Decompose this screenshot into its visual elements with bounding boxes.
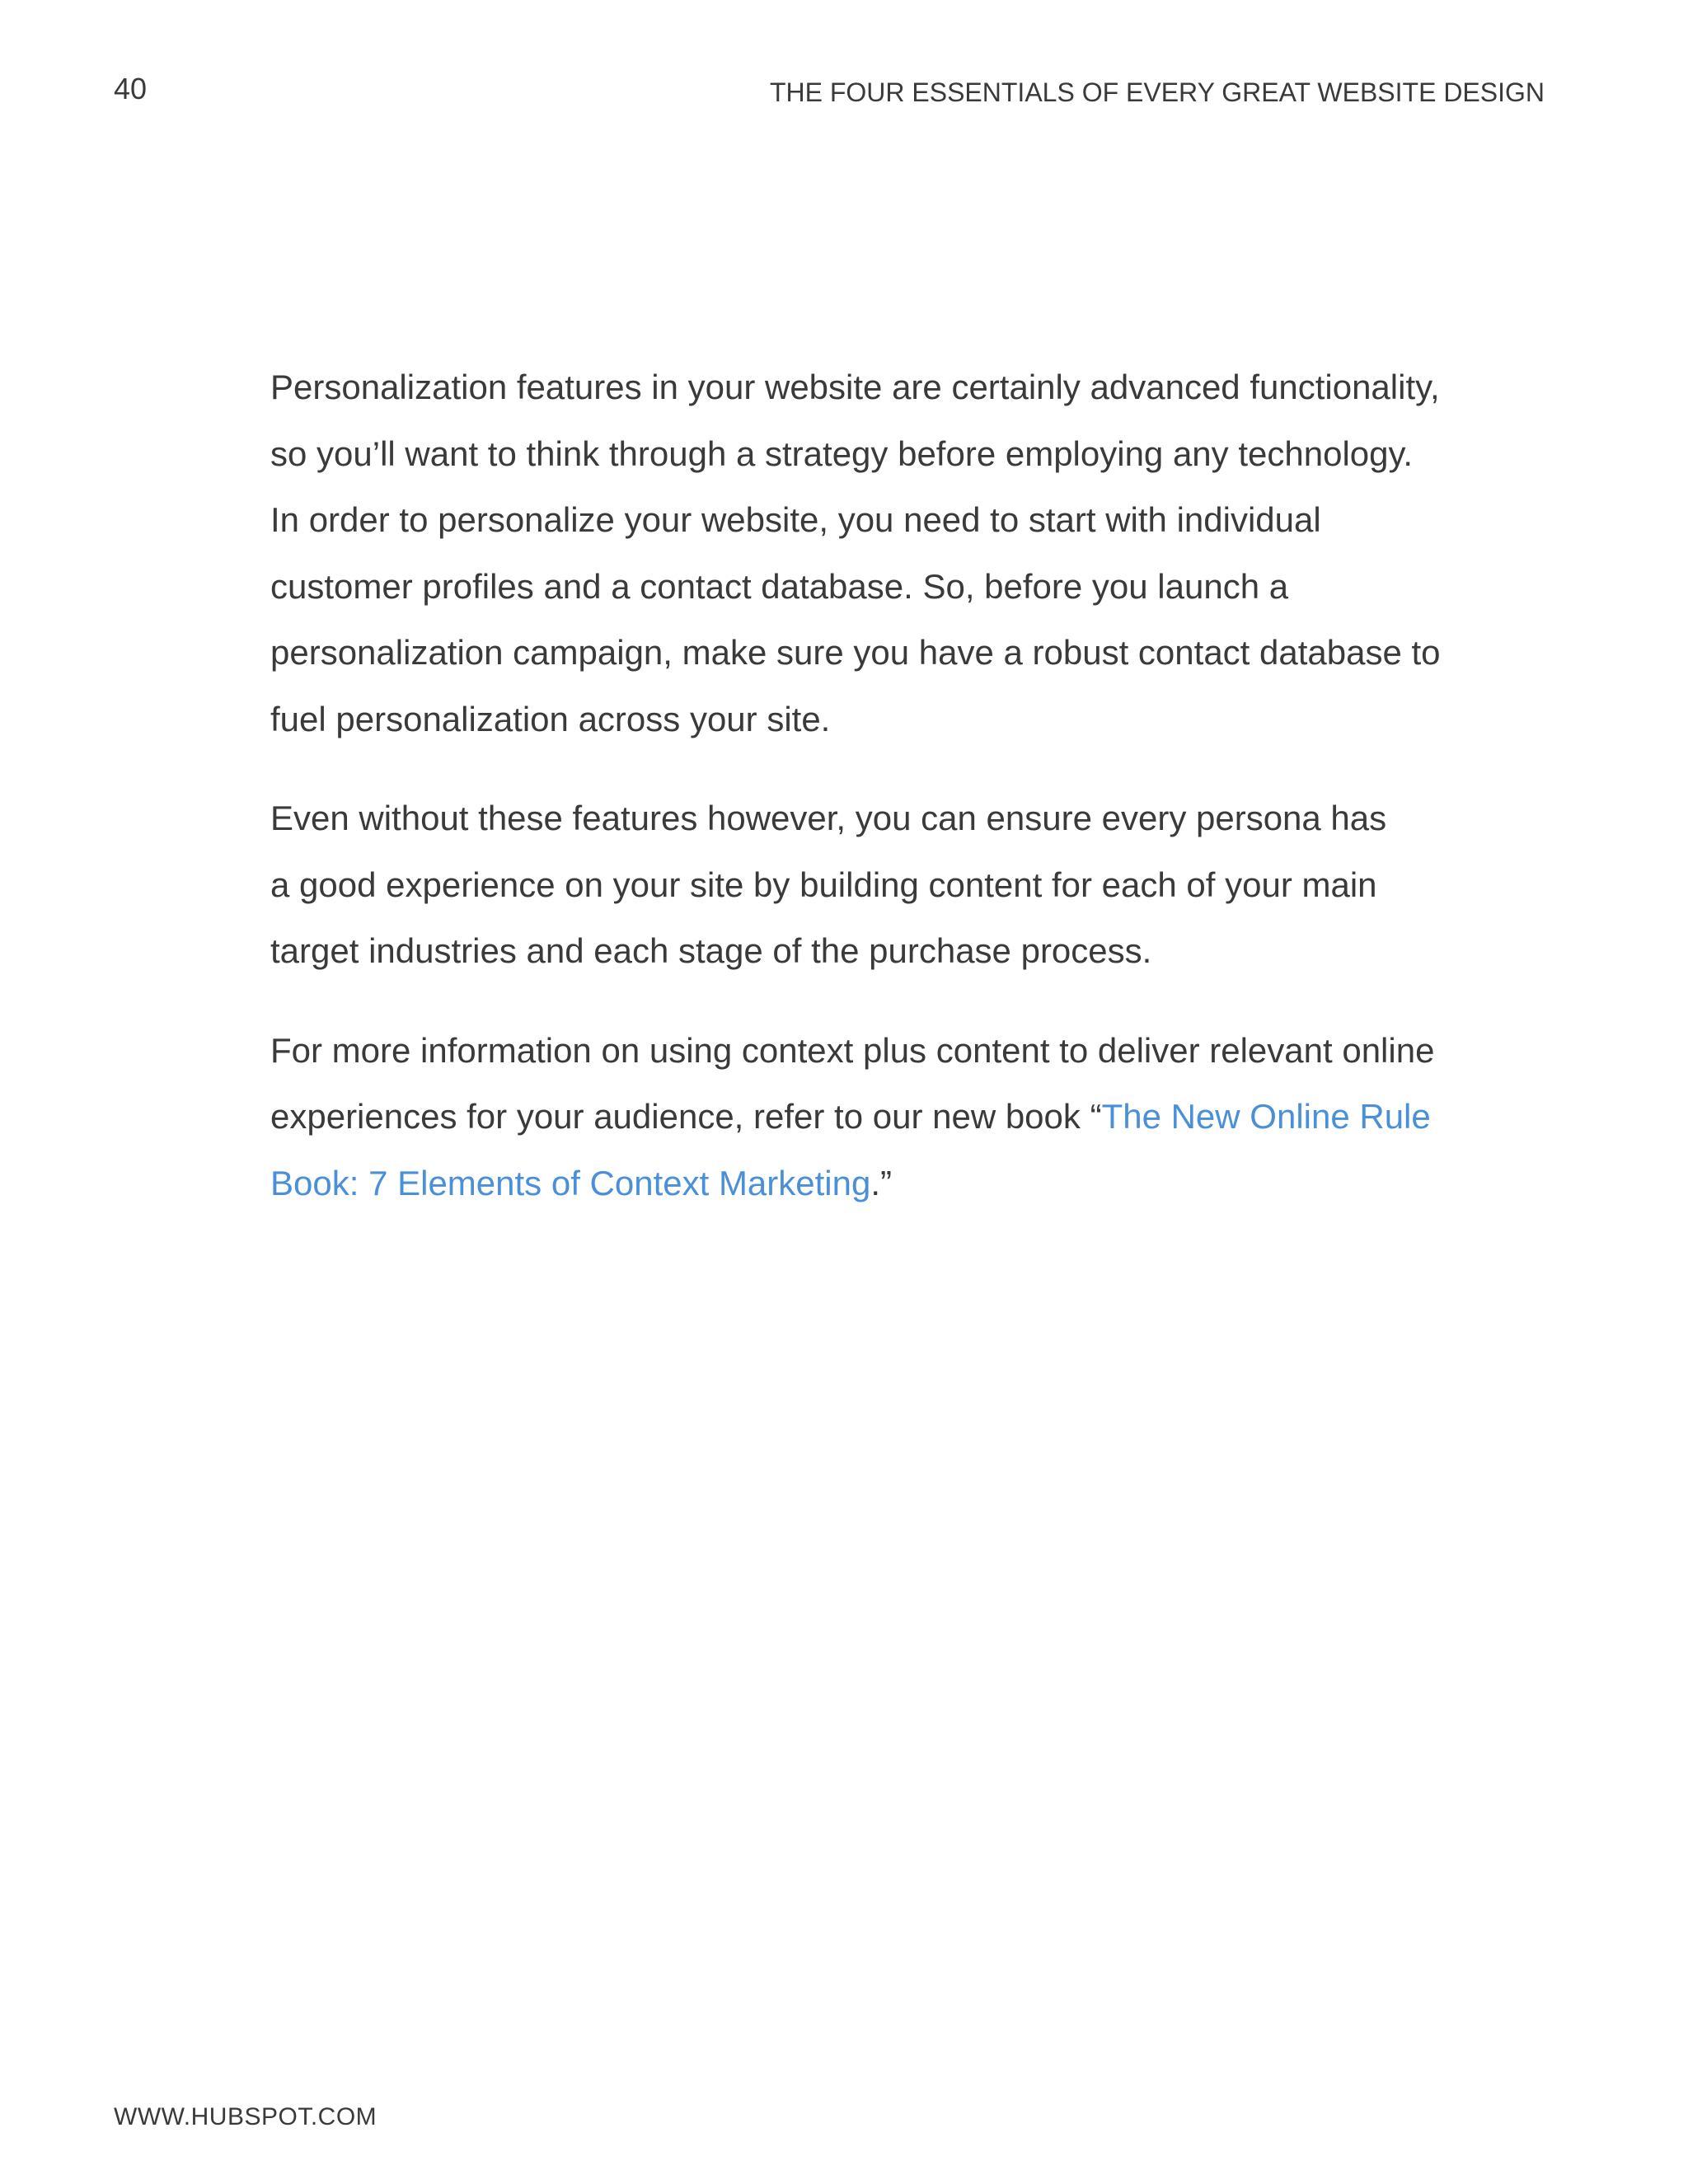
- paragraph-text: .”: [870, 1163, 893, 1202]
- paragraph-line: Personalization features in your website are certainly advanced functionality,: [270, 368, 1440, 406]
- running-header: THE FOUR ESSENTIALS OF EVERY GREAT WEBSITE DESIGN: [769, 77, 1545, 107]
- paragraph-line: [270, 1084, 1441, 1151]
- paragraph-line: Even without these features however, you can ensure every persona has: [270, 799, 1387, 837]
- paragraph-line: target industries and each stage of the purchase process.: [270, 931, 1152, 970]
- paragraph-more-info: [270, 1018, 1441, 1217]
- book-link-continued[interactable]: Book: 7 Elements of Context Marketing: [270, 1163, 871, 1202]
- page-number: 40: [114, 72, 148, 105]
- body-text: [270, 354, 1441, 1249]
- book-link[interactable]: The New Online Rule: [1101, 1097, 1431, 1136]
- paragraph-line: In order to personalize your website, you need to start with individual: [270, 500, 1321, 539]
- paragraph-line: personalization campaign, make sure you have a robust contact database to: [270, 633, 1441, 672]
- paragraph-line: [270, 1151, 1441, 1217]
- paragraph-line: For more information on using context plus content to deliver relevant online: [270, 1030, 1435, 1070]
- footer-url: WWW.HUBSPOT.COM: [114, 2103, 377, 2130]
- paragraph-line: so you’ll want to think through a strategy before employing any technology.: [270, 434, 1414, 473]
- paragraph-line: a good experience on your site by building content for each of your main: [270, 865, 1377, 904]
- paragraph-line: customer profiles and a contact database. So, before you launch a: [270, 566, 1289, 606]
- paragraph-text: experiences for your audience, refer to our new book “: [270, 1097, 1102, 1136]
- paragraph-personas: [270, 785, 1441, 985]
- paragraph-personalization: [270, 354, 1441, 752]
- paragraph-line: fuel personalization across your site.: [270, 699, 831, 738]
